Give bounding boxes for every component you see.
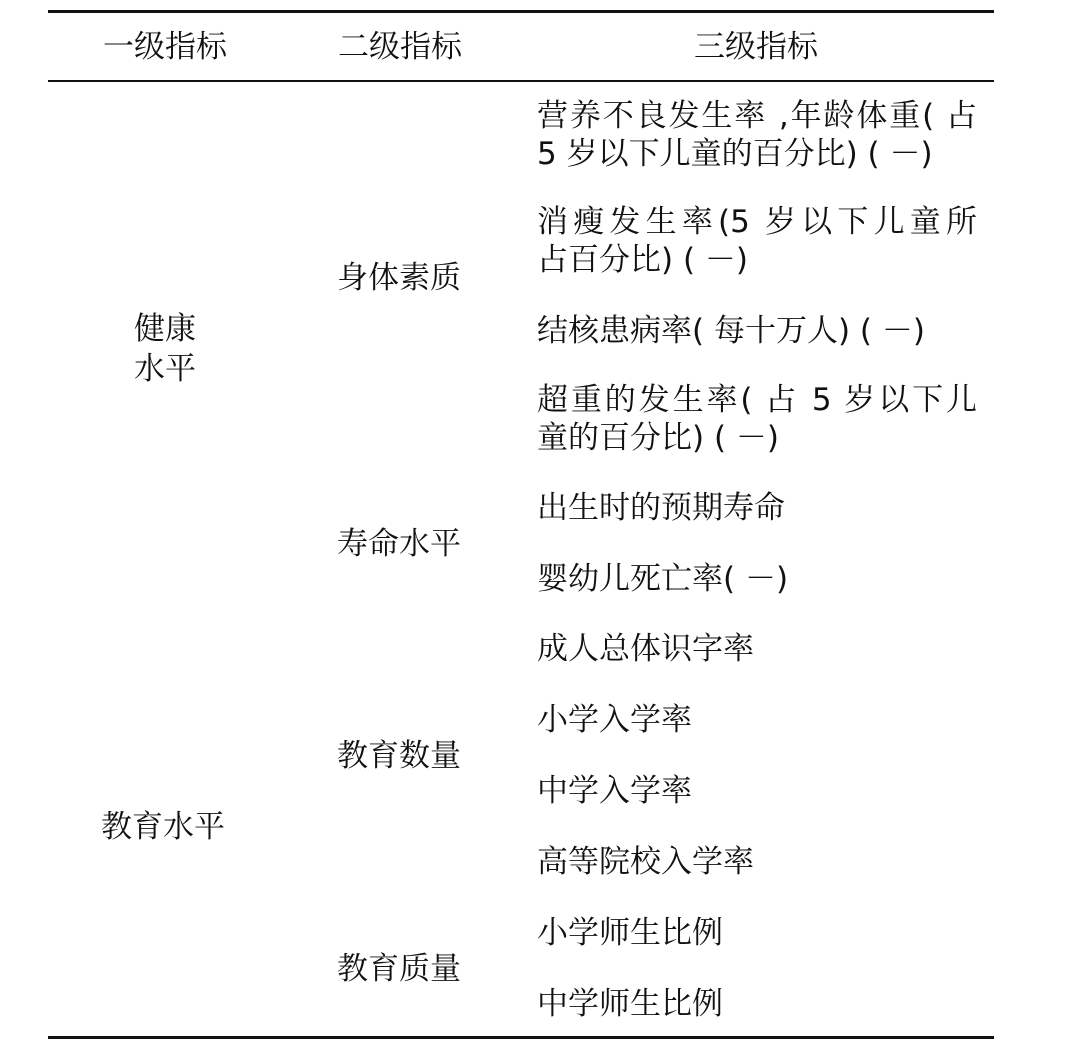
level3-row-wasting-line1: 消瘦发生率(5 岁以下儿童所 (537, 204, 977, 240)
level2-edu-quantity: 教育数量 (337, 738, 461, 774)
level3-row-primary-enrollment: 小学入学率 (537, 702, 692, 738)
level3-row-adult-literacy: 成人总体识字率 (537, 631, 754, 667)
level3-row-wasting-line2: 占百分比) ( －) (537, 242, 748, 278)
header-level2: 二级指标 (338, 29, 462, 65)
level3-row-wasting (537, 203, 977, 279)
level2-edu-quality: 教育质量 (337, 951, 461, 987)
level2-longevity: 寿命水平 (337, 526, 461, 562)
table-top-rule (48, 10, 994, 13)
level3-row-malnutrition-line1: 营养不良发生率 ,年龄体重( 占 (537, 98, 977, 134)
level3-row-malnutrition-line2: 5 岁以下儿童的百分比) ( －) (537, 136, 933, 172)
level3-row-malnutrition (537, 97, 977, 173)
header-level1: 一级指标 (103, 29, 227, 65)
level3-row-primary-ratio: 小学师生比例 (537, 915, 723, 951)
level3-row-secondary-ratio: 中学师生比例 (537, 986, 723, 1022)
level2-physique: 身体素质 (337, 260, 461, 296)
level1-health-line2: 水平 (134, 351, 196, 387)
level3-row-overweight-line2: 童的百分比) ( －) (537, 420, 779, 456)
header-level3: 三级指标 (694, 29, 818, 65)
level3-row-overweight (537, 381, 977, 457)
level3-row-tertiary-enrollment: 高等院校入学率 (537, 844, 754, 880)
level3-row-tuberculosis: 结核患病率( 每十万人) ( －) (537, 313, 925, 349)
level1-education: 教育水平 (101, 809, 225, 845)
table-header-rule (48, 80, 994, 82)
level3-row-secondary-enrollment: 中学入学率 (537, 773, 692, 809)
level3-row-life-expectancy: 出生时的预期寿命 (537, 490, 785, 526)
level3-row-overweight-line1: 超重的发生率( 占 5 岁以下儿 (537, 382, 977, 418)
level1-health-line1: 健康 (134, 311, 196, 347)
table-bottom-rule (48, 1036, 994, 1039)
level3-row-infant-mortality: 婴幼儿死亡率( －) (537, 561, 789, 597)
